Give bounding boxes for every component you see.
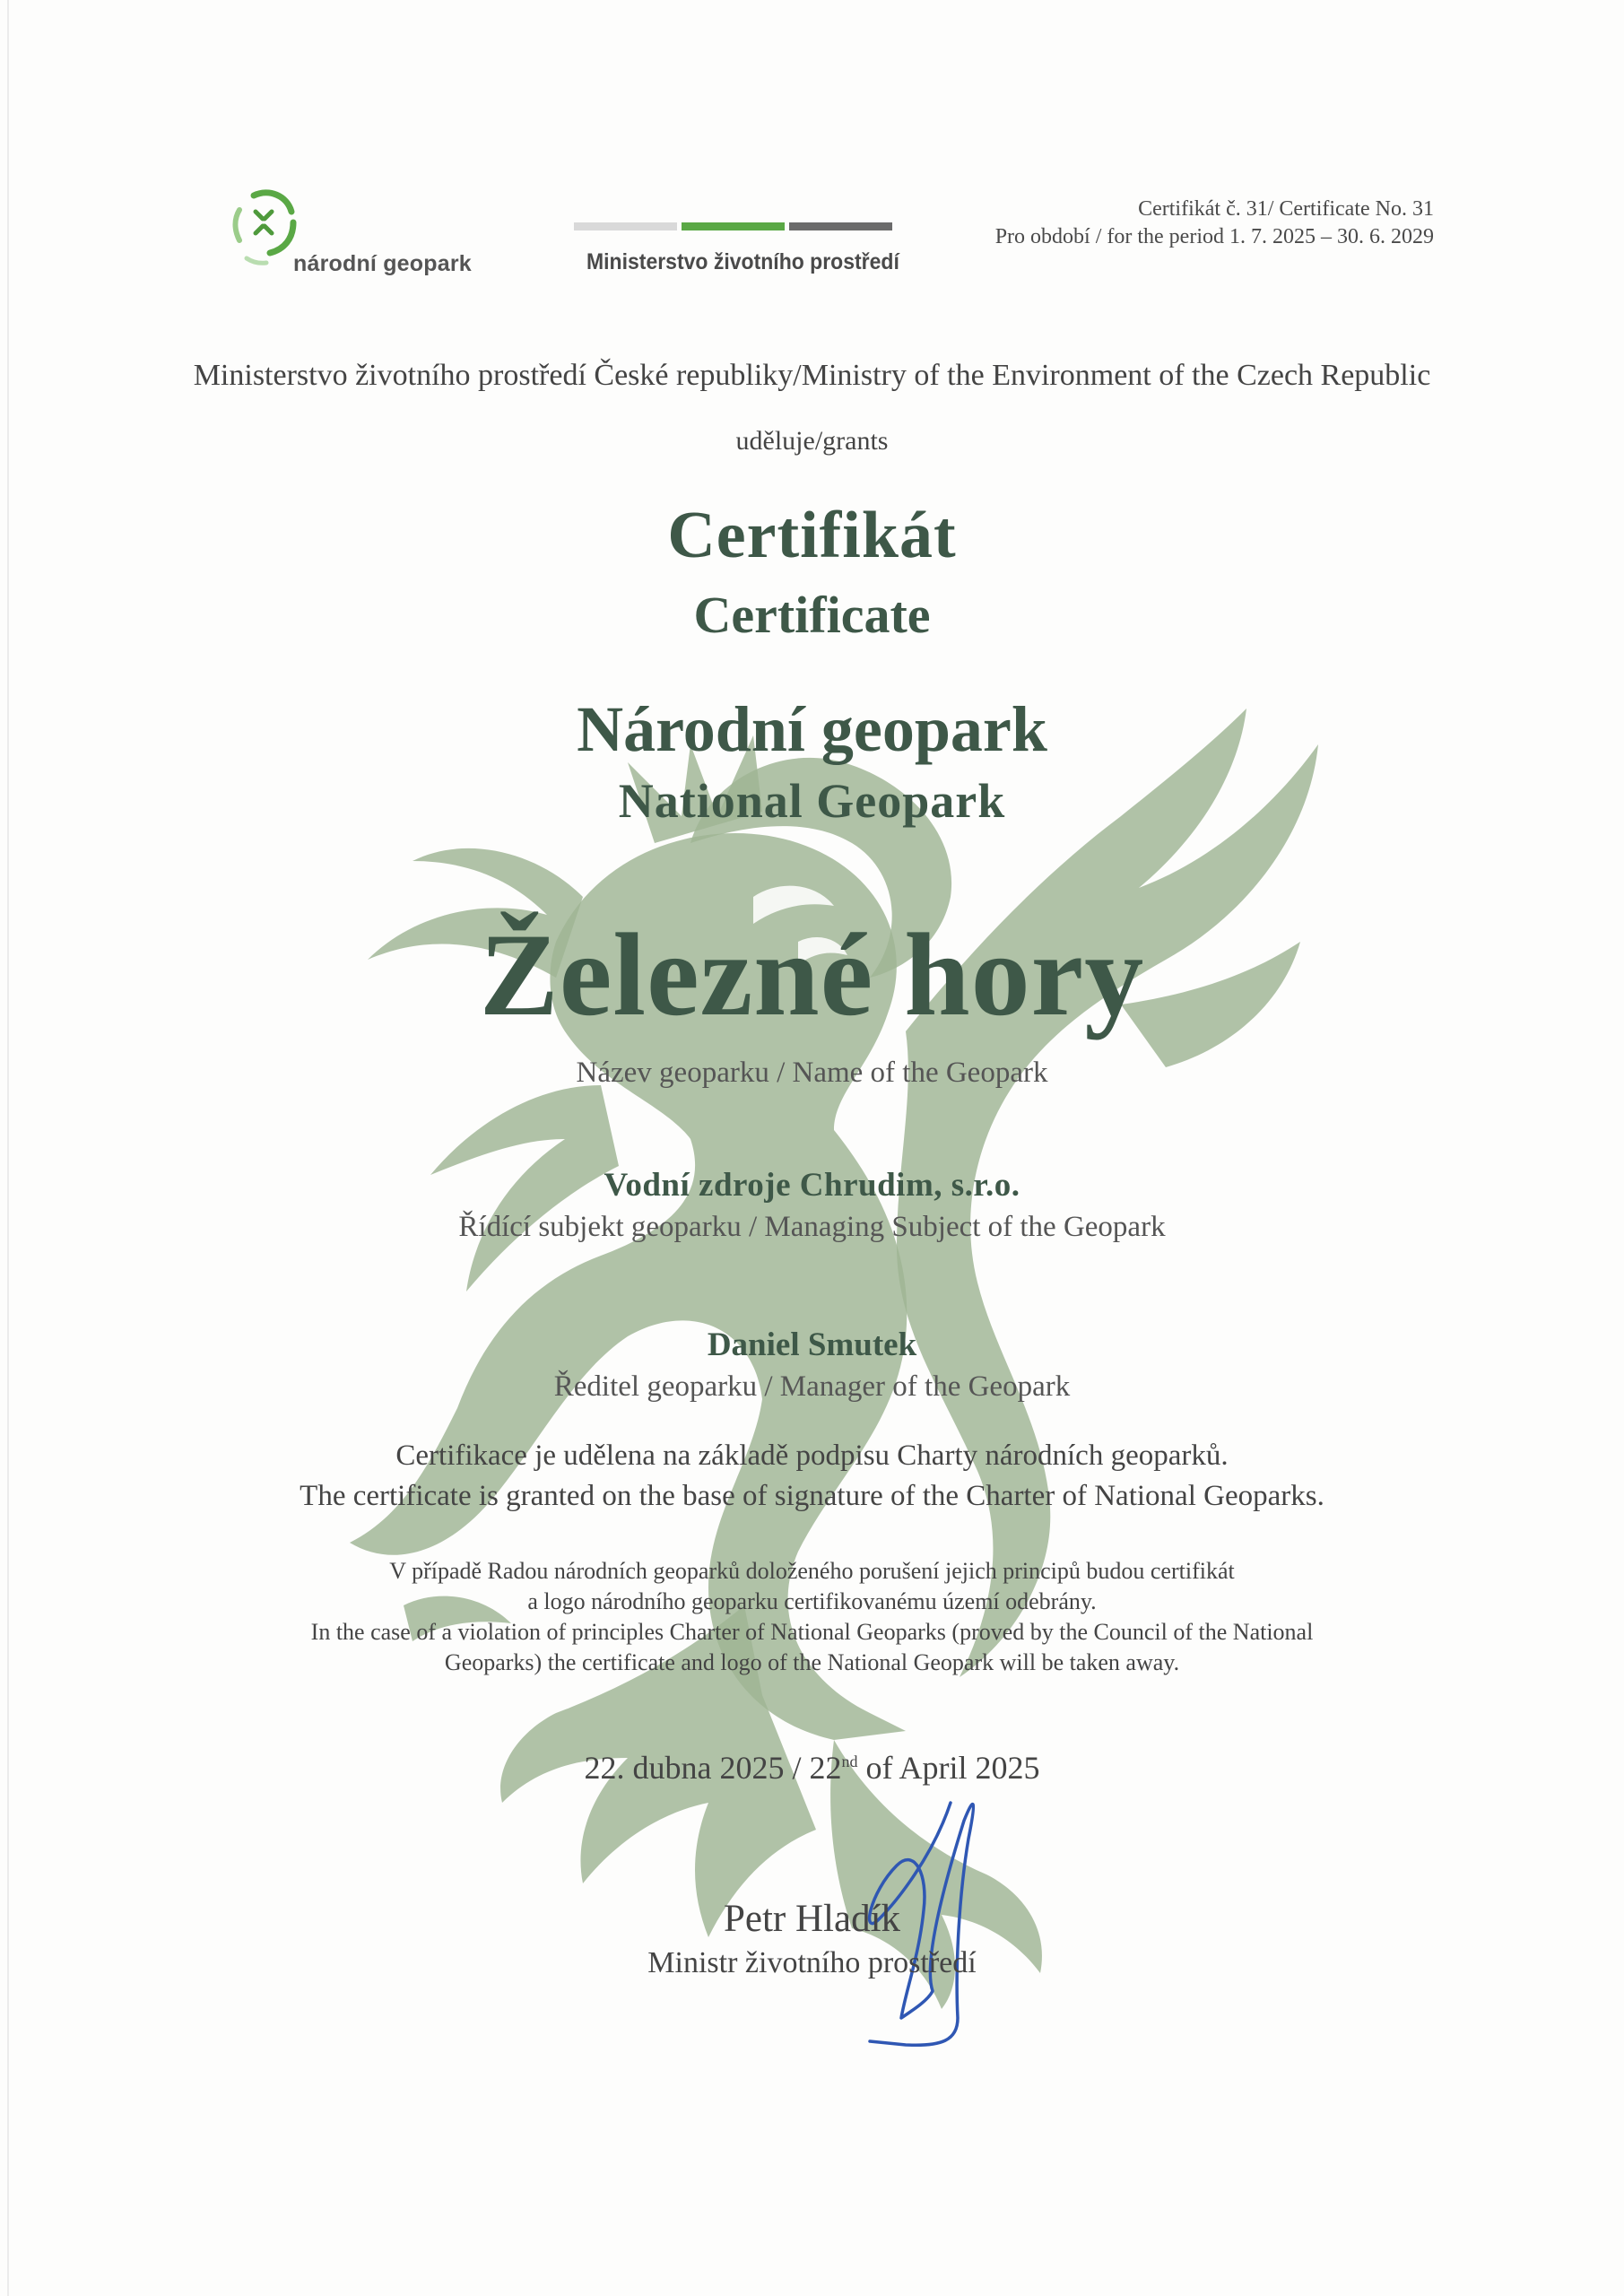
violation-line: In the case of a violation of principles Charter of National Geoparks (proved by the Council of the National [310, 1619, 1314, 1645]
national-geopark-cz: Národní geopark [577, 693, 1047, 765]
certificate-period: Pro období / for the period 1. 7. 2025 – 30. 6. 2029 [994, 225, 1434, 248]
geopark-name-label: Název geoparku / Name of the Geopark [576, 1057, 1048, 1089]
manager-label: Ředitel geoparku / Manager of the Geopark [553, 1370, 1071, 1403]
issue-date-suffix: of April 2025 [857, 1750, 1040, 1786]
title-cz: Certifikát [667, 499, 957, 572]
managing-subject-label: Řídící subjekt geoparku / Managing Subject of the Geopark [458, 1211, 1166, 1243]
issue-date-ordinal: nd [841, 1752, 858, 1770]
violation-line: a logo národního geoparku certifikovanému území odebrány. [527, 1588, 1097, 1614]
violation-clause [0, 1556, 1624, 1678]
certificate-number-block [995, 196, 1434, 251]
ministry-logo-bars [574, 222, 892, 230]
issue-date-prefix: 22. dubna 2025 / 22 [584, 1750, 842, 1786]
managing-subject: Vodní zdroje Chrudim, s.r.o. [604, 1167, 1020, 1204]
certificate-number: Certifikát č. 31/ Certificate No. 31 [1138, 197, 1434, 221]
ministry-logo-text: Ministerstvo životního prostředí [586, 249, 899, 274]
violation-line: Geoparks) the certificate and logo of the National Geopark will be taken away. [444, 1649, 1180, 1675]
geopark-logo [229, 179, 480, 287]
issue-date [0, 1749, 1624, 1787]
basis-text-en: The certificate is granted on the base of signature of the Charter of National Geoparks. [300, 1480, 1324, 1512]
violation-line: V případě Radou národních geoparků doloženého porušení jejich principů budou certifikát [389, 1558, 1235, 1584]
ministry-logo [574, 222, 897, 285]
basis-text-cz: Certifikace je udělena na základě podpisu Charty národních geoparků. [395, 1439, 1229, 1472]
national-geopark-en: National Geopark [618, 774, 1006, 828]
title-en: Certificate [693, 586, 931, 644]
minister-title: Ministr životního prostředí [647, 1946, 977, 1979]
geopark-logo-icon [229, 187, 300, 267]
geopark-name: Železné hory [479, 909, 1145, 1040]
issuing-ministry: Ministerstvo životního prostředí České republiky/Ministry of the Environment of the Czech Republic [193, 359, 1431, 392]
minister-name: Petr Hladík [723, 1898, 901, 1940]
geopark-logo-text: národní geopark [293, 251, 472, 276]
manager-name: Daniel Smutek [707, 1326, 917, 1363]
grants-text: uděluje/grants [735, 426, 889, 456]
